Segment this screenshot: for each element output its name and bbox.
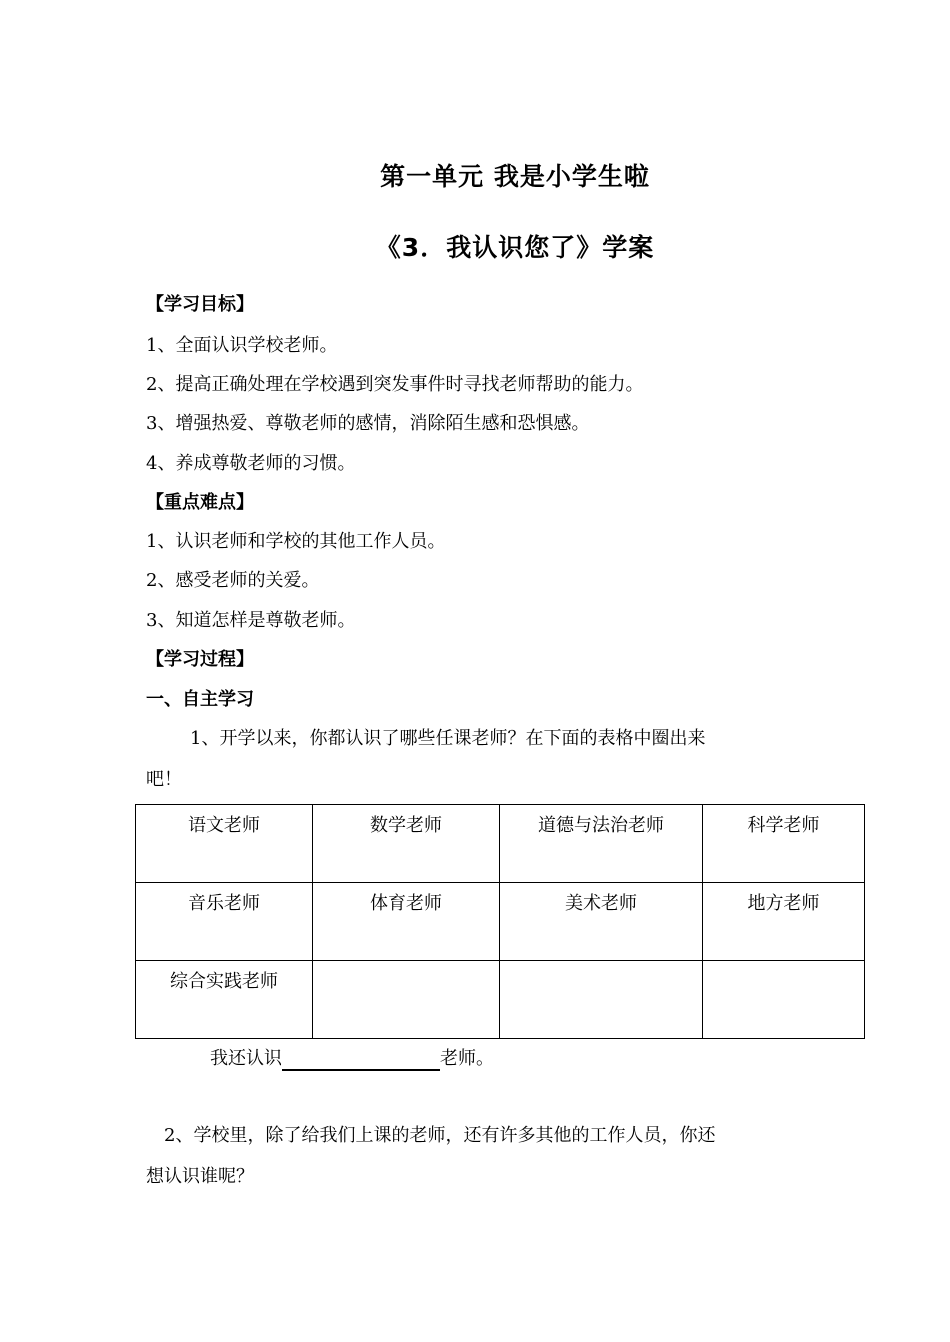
teacher-table: [135, 804, 865, 1039]
question-2-text-cont: 想认识谁呢？: [146, 1166, 254, 1187]
table-row: [136, 883, 865, 961]
table-cell[interactable]: [703, 961, 865, 1039]
unit-title: 第一单元 我是小学生啦: [380, 162, 650, 191]
table-row: [136, 961, 865, 1039]
objective-item: 1、全面认识学校老师。: [146, 335, 338, 356]
table-cell[interactable]: [313, 961, 500, 1039]
table-cell[interactable]: 美术老师: [500, 883, 703, 961]
also-know-line: [210, 1047, 494, 1071]
table-cell[interactable]: 语文老师: [136, 805, 313, 883]
table-cell[interactable]: [500, 961, 703, 1039]
objective-item: 2、提高正确处理在学校遇到突发事件时寻找老师帮助的能力。: [146, 374, 644, 395]
table-cell[interactable]: 地方老师: [703, 883, 865, 961]
key-point-item: 2、感受老师的关爱。: [146, 570, 320, 591]
key-point-item: 1、认识老师和学校的其他工作人员。: [146, 531, 446, 552]
question-2-text: 2、学校里，除了给我们上课的老师，还有许多其他的工作人员，你还: [164, 1125, 716, 1146]
fill-in-blank[interactable]: [282, 1049, 440, 1071]
table-cell[interactable]: 音乐老师: [136, 883, 313, 961]
table-cell[interactable]: 道德与法治老师: [500, 805, 703, 883]
key-point-item: 3、知道怎样是尊敬老师。: [146, 610, 356, 631]
question-1-text: 1、开学以来，你都认识了哪些任课老师？在下面的表格中圈出来: [190, 728, 706, 749]
table-cell[interactable]: 数学老师: [313, 805, 500, 883]
table-row: [136, 805, 865, 883]
table-cell[interactable]: 科学老师: [703, 805, 865, 883]
key-points-heading: 【重点难点】: [146, 492, 254, 513]
question-1-text-cont: 吧！: [146, 769, 182, 790]
process-heading: 【学习过程】: [146, 649, 254, 670]
objectives-heading: 【学习目标】: [146, 294, 254, 315]
also-know-prefix: 我还认识: [210, 1048, 282, 1069]
objective-item: 4、养成尊敬老师的习惯。: [146, 453, 356, 474]
section-self-study: 一、自主学习: [146, 689, 254, 710]
table-cell[interactable]: 体育老师: [313, 883, 500, 961]
objective-item: 3、增强热爱、尊敬老师的感情，消除陌生感和恐惧感。: [146, 413, 590, 434]
lesson-title: 《3．我认识您了》学案: [375, 233, 655, 262]
table-cell[interactable]: 综合实践老师: [136, 961, 313, 1039]
also-know-suffix: 老师。: [440, 1048, 494, 1069]
